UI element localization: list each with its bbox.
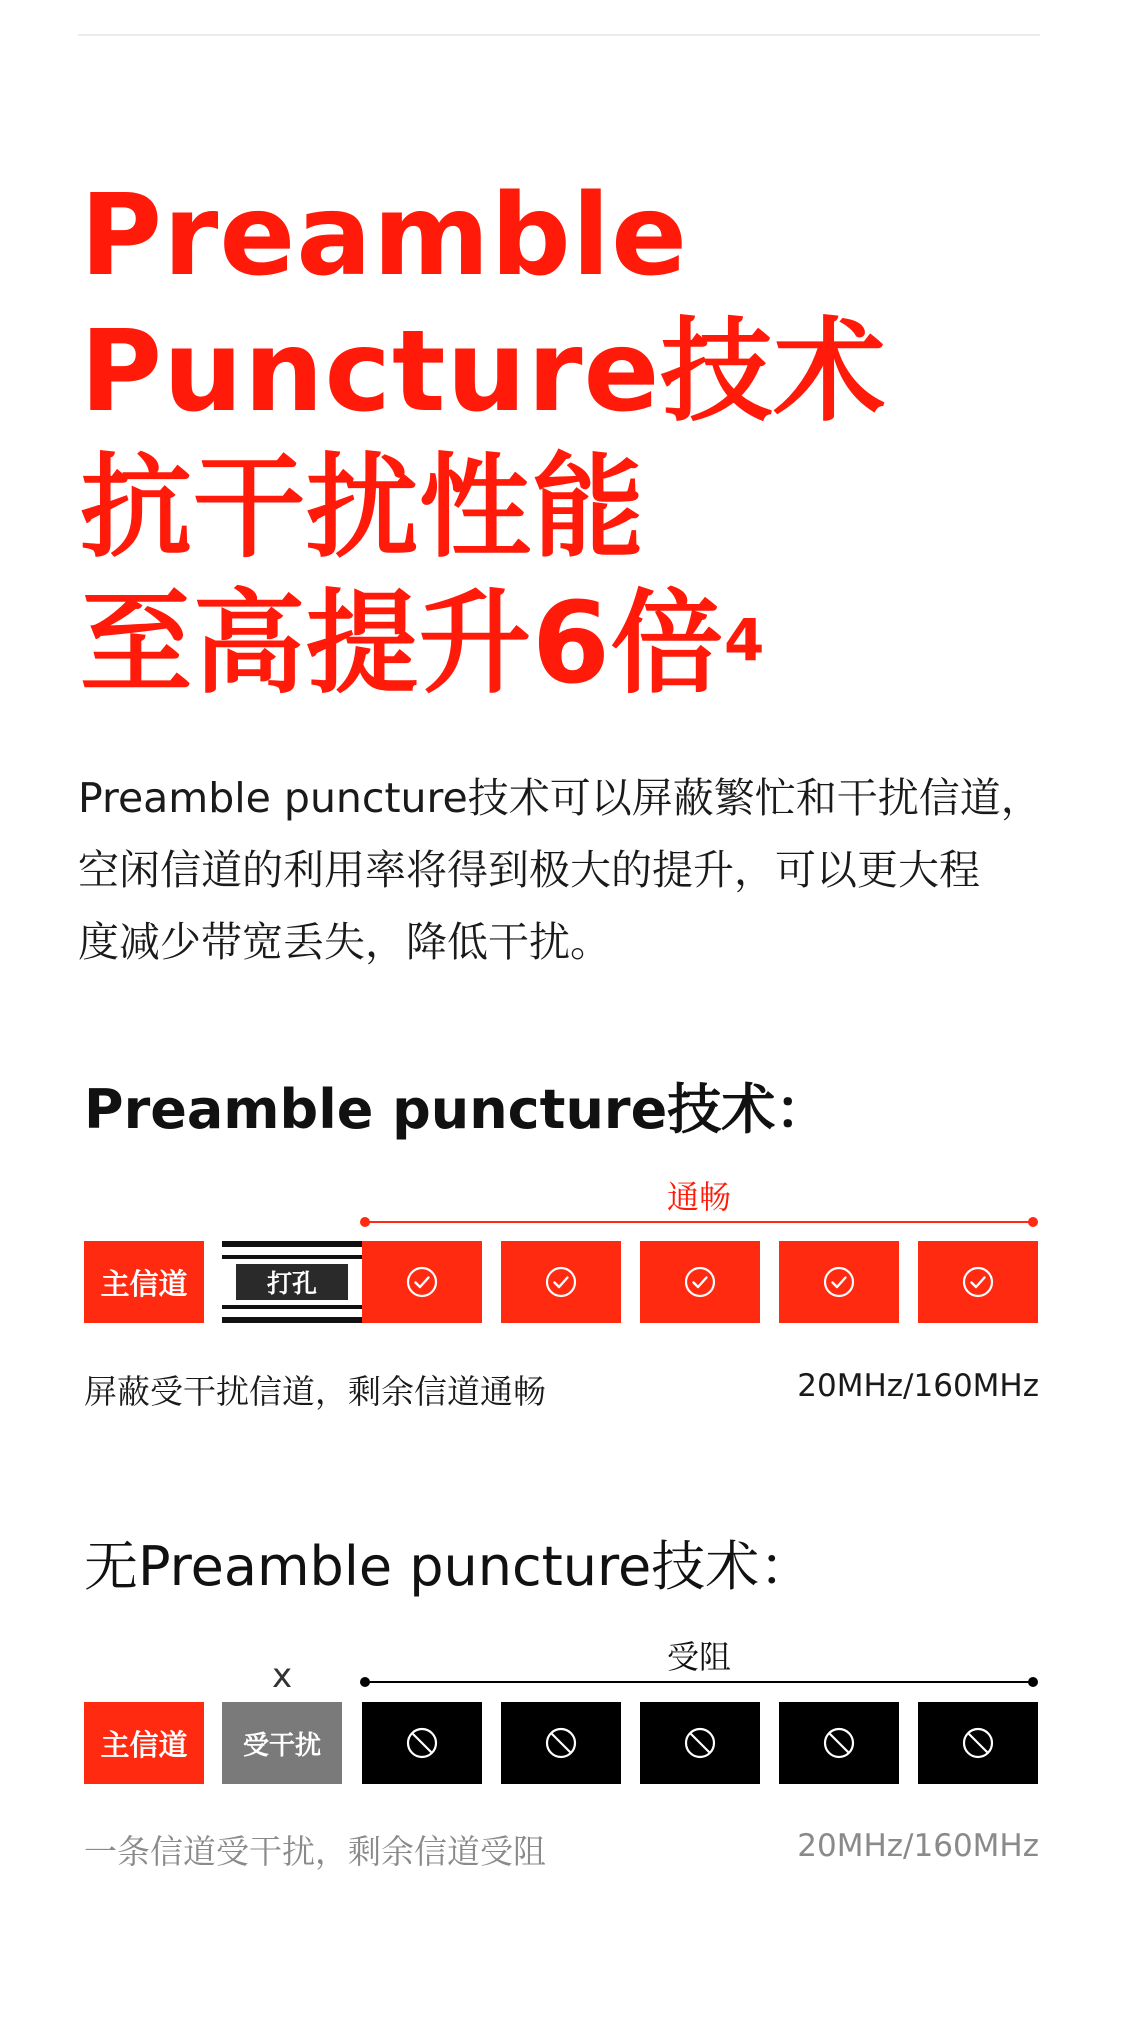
clear-span-label: 通畅 [666, 1178, 731, 1216]
without-puncture-bandwidth: 20MHz/160MHz [797, 1828, 1039, 1864]
headline-line-4-text: 至高提升6倍 [80, 579, 724, 709]
without-puncture-note: 一条信道受干扰，剩余信道受阻 [84, 1832, 546, 1871]
blocked-icon [961, 1726, 995, 1760]
blocked-channel-box-4 [779, 1702, 899, 1784]
description-line-3: 度减少带宽丢失，降低干扰。 [78, 918, 611, 966]
description-line-2: 空闲信道的利用率将得到极大的提升，可以更大程 [78, 846, 980, 894]
check-circle-icon [683, 1265, 717, 1299]
headline-line-2: Puncture技术 [80, 307, 887, 437]
clear-channel-box-3 [640, 1241, 760, 1323]
headline-line-3: 抗干扰性能 [80, 443, 645, 573]
blocked-channel-box-5 [918, 1702, 1038, 1784]
interference-x-mark: x [271, 1656, 293, 1696]
check-circle-icon [822, 1265, 856, 1299]
description-line-1: Preamble puncture技术可以屏蔽繁忙和干扰信道， [78, 774, 1042, 822]
blocked-channel-box-2 [501, 1702, 621, 1784]
clear-channel-box-1 [362, 1241, 482, 1323]
clear-channel-box-4 [779, 1241, 899, 1323]
blocked-span-line [365, 1681, 1033, 1683]
blocked-icon [544, 1726, 578, 1760]
blocked-icon [405, 1726, 439, 1760]
description [78, 762, 1058, 978]
punch-rail-bottom [222, 1317, 362, 1323]
clear-channel-box-5 [918, 1241, 1038, 1323]
without-puncture-title: 无Preamble puncture技术： [84, 1535, 814, 1598]
headline [80, 168, 886, 712]
interfered-channel-box [222, 1702, 342, 1784]
punch-label: 打孔 [236, 1264, 348, 1300]
main-channel-label-2: 主信道 [100, 1727, 188, 1762]
check-circle-icon [405, 1265, 439, 1299]
check-circle-icon [961, 1265, 995, 1299]
clear-channel-box-2 [501, 1241, 621, 1323]
footnote-marker: 4 [723, 606, 766, 674]
with-puncture-title: Preamble puncture技术： [84, 1078, 830, 1141]
with-puncture-note: 屏蔽受干扰信道，剩余信道通畅 [84, 1372, 546, 1411]
clear-span-line [365, 1221, 1033, 1223]
main-channel-box-2 [84, 1702, 204, 1784]
punch-block [222, 1241, 362, 1323]
top-divider [78, 34, 1040, 36]
check-circle-icon [544, 1265, 578, 1299]
blocked-icon [822, 1726, 856, 1760]
blocked-icon [683, 1726, 717, 1760]
with-puncture-bandwidth: 20MHz/160MHz [797, 1368, 1039, 1404]
interfered-channel-label: 受干扰 [242, 1730, 321, 1761]
blocked-channel-box-3 [640, 1702, 760, 1784]
headline-line-4 [80, 576, 886, 712]
blocked-channel-box-1 [362, 1702, 482, 1784]
main-channel-box [84, 1241, 204, 1323]
headline-line-1: Preamble [80, 171, 689, 301]
main-channel-label: 主信道 [100, 1266, 188, 1301]
punch-rail-top [222, 1241, 362, 1247]
blocked-span-label: 受阻 [666, 1638, 731, 1676]
